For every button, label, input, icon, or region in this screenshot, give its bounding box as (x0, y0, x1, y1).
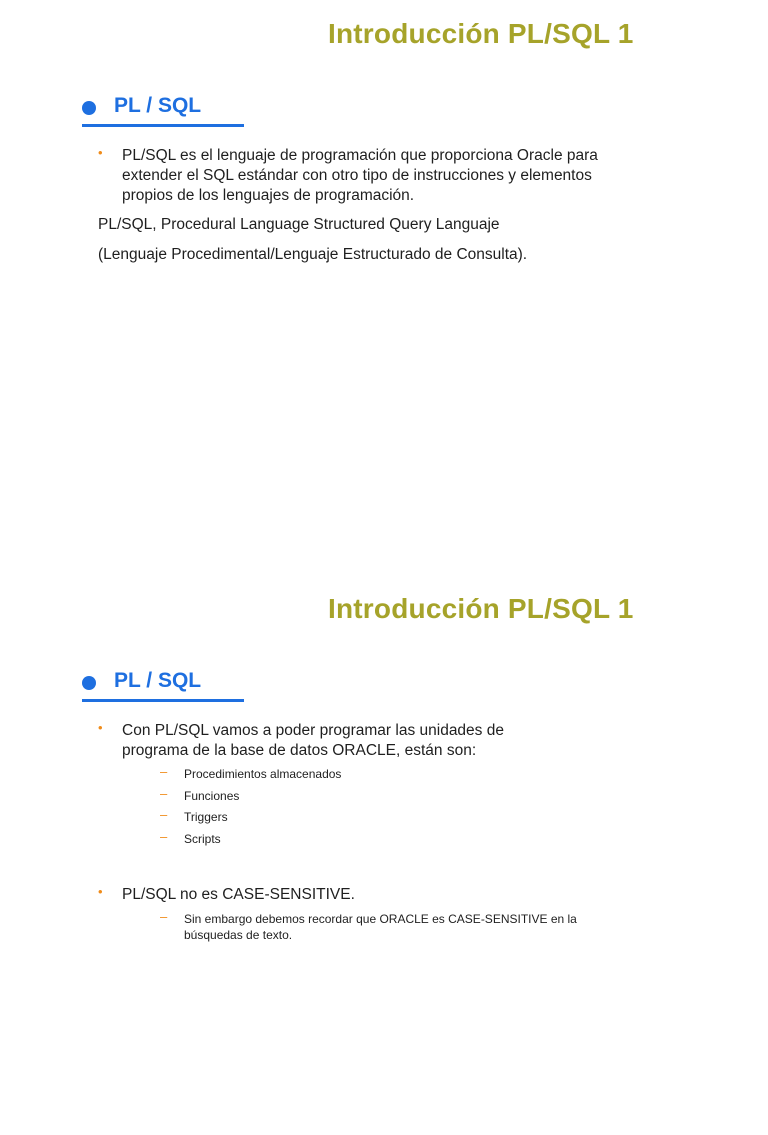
section-underline (82, 699, 244, 702)
slide-1 (0, 0, 768, 560)
section-label: PL / SQL (114, 94, 202, 117)
section-heading (82, 669, 244, 703)
dash-icon: – (160, 807, 168, 822)
dash-icon: – (160, 829, 168, 844)
bullet-icon: • (98, 884, 103, 899)
slide-title: Introducción PL/SQL 1 (328, 593, 634, 624)
section-label: PL / SQL (114, 669, 202, 692)
section-underline (82, 124, 244, 127)
sub-item-text: Sin embargo debemos recordar que ORACLE es CASE-SENSITIVE en la búsquedas de texto. (184, 912, 577, 942)
slide-2 (0, 575, 768, 1135)
sub-item-text: Funciones (184, 789, 240, 803)
sub-item-text: Triggers (184, 810, 228, 824)
dash-icon: – (160, 764, 168, 779)
body-line: (Lenguaje Procedimental/Lenguaje Estructurado de Consulta). (98, 246, 528, 263)
dash-icon: – (160, 909, 168, 924)
slide-title: Introducción PL/SQL 1 (328, 18, 634, 49)
bullet-icon: • (98, 145, 103, 160)
bullet-text: Con PL/SQL vamos a poder programar las unidades de programa de la base de datos ORACLE, están son: (122, 722, 504, 759)
section-bullet-icon (82, 101, 96, 115)
sub-item-text: Procedimientos almacenados (184, 767, 342, 781)
bullet-text: PL/SQL no es CASE-SENSITIVE. (122, 886, 355, 903)
section-heading (82, 94, 244, 128)
sub-item-text: Scripts (184, 832, 221, 846)
dash-icon: – (160, 786, 168, 801)
body-line: PL/SQL, Procedural Language Structured Query Languaje (98, 216, 500, 233)
bullet-icon: • (98, 720, 103, 735)
bullet-text: PL/SQL es el lenguaje de programación que proporciona Oracle para extender el SQL estándar con otro tipo de instrucciones y elementos propios de los lenguajes de programación. (122, 147, 598, 204)
section-bullet-icon (82, 676, 96, 690)
